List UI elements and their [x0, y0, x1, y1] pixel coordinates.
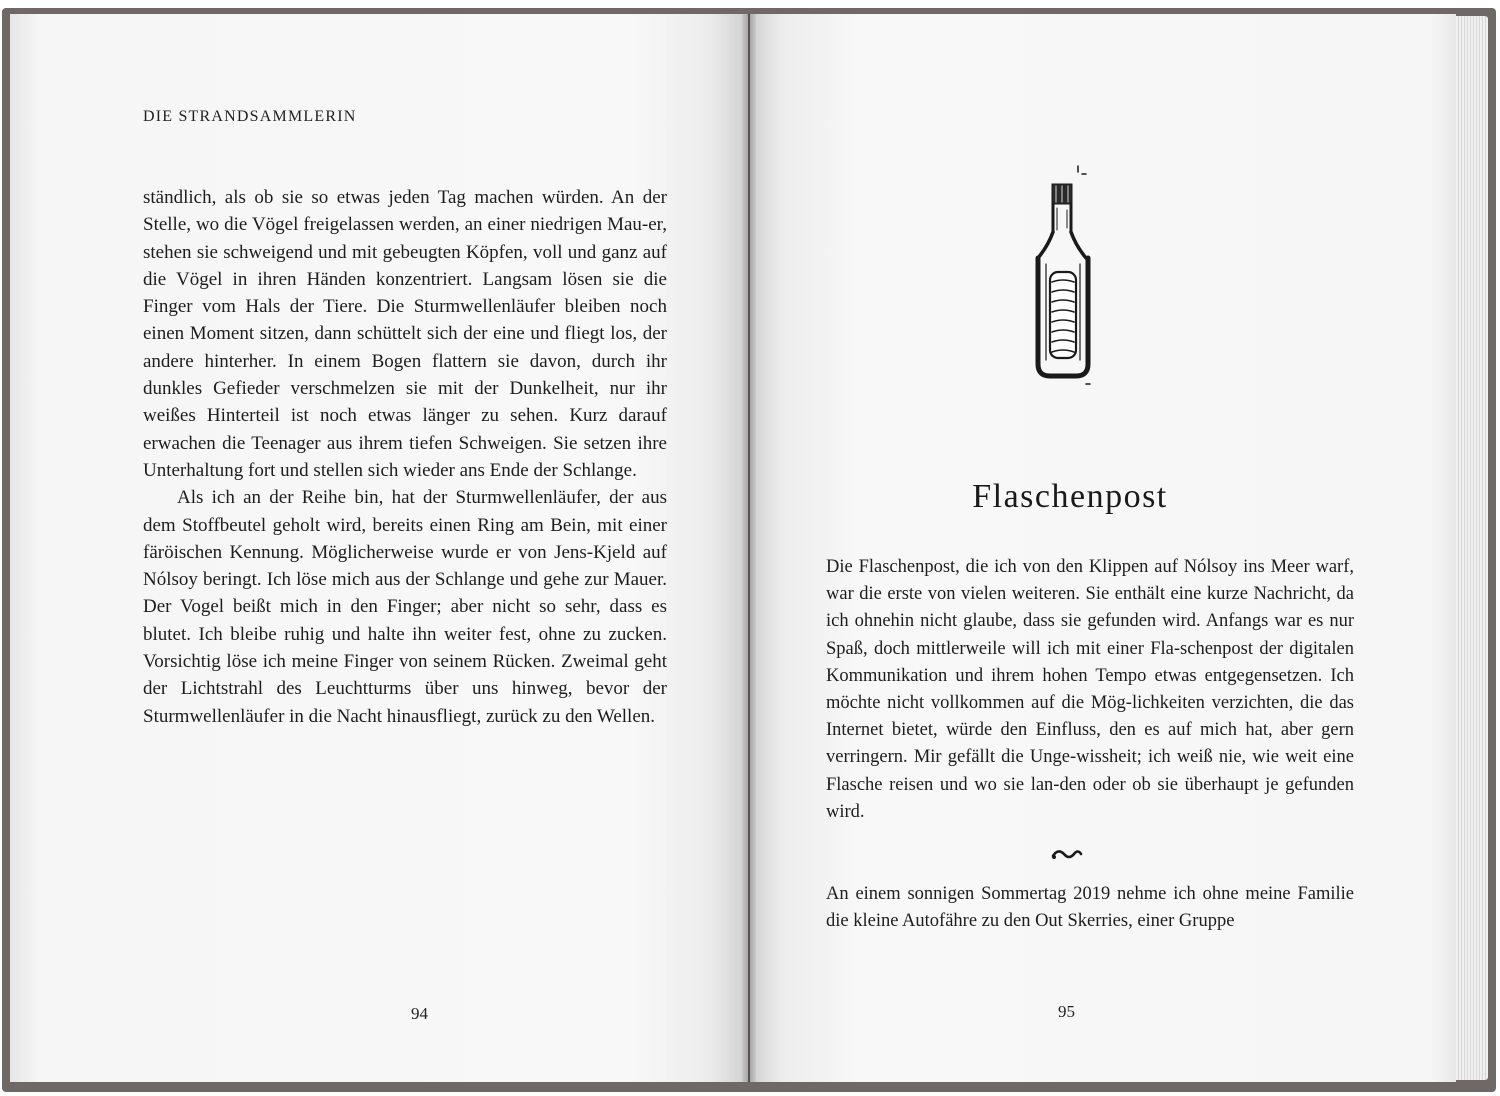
right-paragraph-1: Die Flaschenpost, die ich von den Klippen auf Nólsoy ins Meer warf, war die erste von vielen weiteren. Sie enthält eine kurze Nachricht, da ich ohnehin nicht glaube, dass sie gefunden wird. Anfangs war es nur Spaß, doch mittlerweile will ich mit einer Fla-schenpost der digitalen Kommunikation und ihrem hohen Tempo etwas entgegensetzen. Ich möchte nicht vollkommen auf die Mög-lichkeiten verzichten, die das Internet bietet, würde den Einfluss, den es auf mich hat, aber gern verringern. Mir gefällt die Unge-wissheit; ich weiß nie, wie weit eine Flasche reisen und wo sie lan-den oder ob sie überhaupt je gefunden wird. [826, 557, 1354, 822]
right-page-text [826, 554, 1354, 826]
left-page-text [143, 184, 667, 730]
left-paragraph-1: ständlich, als ob sie so etwas jeden Tag machen würden. An der Stelle, wo die Vögel freigelassen werden, an einer niedrigen Mau-er, stehen sie schweigend und mit gebeugten Köpfen, voll und ganz auf die Vögel in ihren Händen konzentriert. Langsam lösen sie die Finger vom Hals der Tiere. Die Sturmwellenläufer bleiben noch einen Moment sitzen, dann schüttelt sich der eine und fliegt los, der andere hinterher. In einem Bogen flattern sie davon, durch ihr dunkles Gefieder verschmelzen sie mit der Dunkelheit, nur ihr weißes Hinterteil ist noch etwas länger zu sehen. Kurz darauf erwachen die Teenager aus ihrem tiefen Schweigen. Sie setzen ihre Unterhaltung fort und stellen sich wieder ans Ende der Schlange. [143, 187, 667, 481]
page-number-left: 94 [411, 1004, 428, 1023]
running-head: DIE STRANDSAMMLERIN [143, 108, 357, 125]
flourish-ornament-icon [1050, 844, 1084, 866]
chapter-title: Flaschenpost [972, 478, 1168, 515]
left-paragraph-2: Als ich an der Reihe bin, hat der Sturmwellenläufer, der aus dem Stoffbeutel geholt wird, bereits einen Ring am Bein, mit einer färöischen Kennung. Möglicherweise wurde er von Jens-Kjeld auf Nólsoy beringt. Ich löse mich aus der Schlange und gehe zur Mauer. Der Vogel beißt mich in den Finger; aber nicht so sehr, dass es blutet. Ich bleibe ruhig und halte ihn weiter fest, ohne zu zucken. Vorsichtig löse ich meine Finger von seinem Rücken. Zweimal geht der Lichtstrahl des Leuchtturms über uns hinweg, bevor der Sturmwellenläufer in die Nacht hinausfliegt, zurück zu den Wellen. [143, 487, 667, 727]
message-in-a-bottle-icon [1018, 154, 1108, 394]
book-spine-shadow [742, 14, 756, 1082]
right-page-text-continued [826, 881, 1354, 935]
left-page [10, 14, 748, 1082]
page-number-right: 95 [1058, 1002, 1075, 1021]
right-paragraph-2: An einem sonnigen Sommertag 2019 nehme ich ohne meine Familie die kleine Autofähre zu den Out Skerries, einer Gruppe [826, 884, 1354, 932]
page-stack-edge [1456, 16, 1488, 1080]
right-page [750, 14, 1456, 1082]
